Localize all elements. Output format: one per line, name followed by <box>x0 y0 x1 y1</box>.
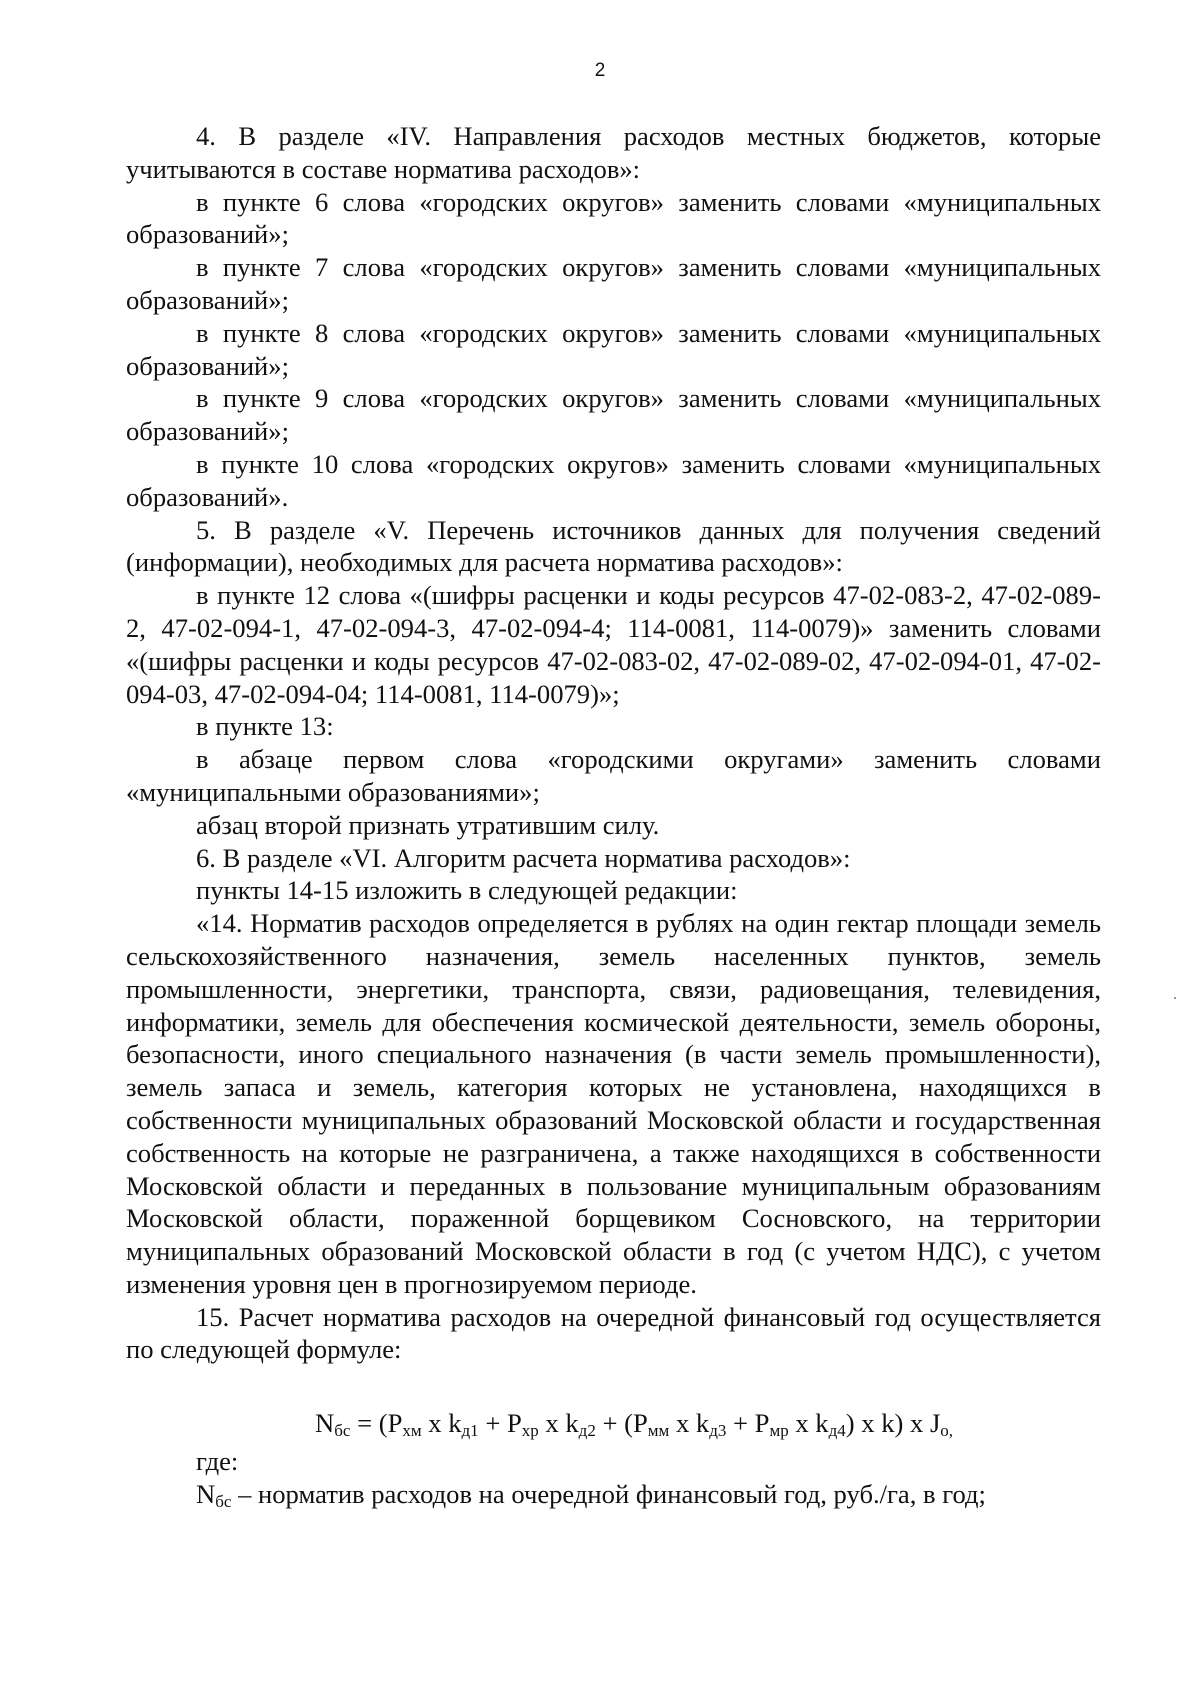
definition-text: – норматив расходов на очередной финансовый год, руб./га, в год; <box>231 1479 986 1510</box>
formula-part: x k <box>788 1408 829 1439</box>
formula-subscript: хр <box>521 1421 539 1441</box>
formula-subscript: д3 <box>709 1421 727 1441</box>
formula <box>126 1366 1101 1445</box>
paragraph: 15. Расчет норматива расходов на очередной финансовый год осуществляется по следующей формуле: <box>126 1301 1101 1365</box>
paragraph: абзац второй признать утратившим силу. <box>196 809 660 840</box>
paragraph: в пункте 7 слова «городских округов» заменить словами «муниципальных образований»; <box>126 252 1101 315</box>
paragraph: в пункте 6 слова «городских округов» заменить словами «муниципальных образований»; <box>126 186 1101 250</box>
formula-part: + P <box>726 1408 770 1439</box>
definition-line <box>126 1478 1101 1511</box>
formula-subscript: мр <box>769 1421 789 1441</box>
document-body <box>126 120 1101 1511</box>
formula-subscript: бс <box>334 1421 351 1441</box>
formula-subscript: хм <box>402 1421 422 1441</box>
where-label: где: <box>196 1446 239 1477</box>
formula-subscript: д2 <box>578 1421 596 1441</box>
paragraph: в пункте 9 слова «городских округов» заменить словами «муниципальных образований»; <box>126 383 1101 447</box>
paragraph: в пункте 8 слова «городских округов» заменить словами «муниципальных образований»; <box>126 317 1101 381</box>
page-number: 2 <box>594 60 606 81</box>
formula-part: + P <box>478 1408 522 1439</box>
formula-subscript: д4 <box>828 1421 846 1441</box>
paragraph: в абзаце первом слова «городскими округами» заменить словами «муниципальными образованиями»; <box>126 744 1101 807</box>
formula-part: x k <box>421 1408 462 1439</box>
formula-part: x k <box>538 1408 579 1439</box>
paragraph: в пункте 10 слова «городских округов» заменить словами «муниципальных образований». <box>126 448 1101 512</box>
paragraph: 4. В разделе «IV. Направления расходов местных бюджетов, которые учитываются в составе норматива расходов»: <box>126 121 1101 184</box>
scan-speck <box>1174 997 1176 999</box>
paragraph: «14. Норматив расходов определяется в рублях на один гектар площади земель сельскохозяйственного назначения, земель населенных пунктов, земель промышленности, энергетики, транспорта, связи, радиовещания, телевидения, информатики, земель для обеспечения космической деятельности, земель обороны, безопасности, иного специального назначения (в части земель промышленности), земель запаса и земель, категория которых не установлена, находящихся в собственности муниципальных образований Московской области и государственная собственность на которые не разграничена, а также находящихся в собственности Московской области и переданных в пользование муниципальным образованиям Московской области, пораженной борщевиком Сосновского, на территории муниципальных образований Московской области в год (с учетом НДС), с учетом изменения уровня цен в прогнозируемом периоде. <box>126 908 1101 1299</box>
paragraph: в пункте 12 слова «(шифры расценки и коды ресурсов 47-02-083-2, 47-02-089-2, 47-02-094-1, 47-02-094-3, 47-02-094-4; 114-0081, 114-0079)» заменить словами «(шифры расценки и коды ресурсов 47-02-083-02, 47-02-089-02, 47-02-094-01, 47-02-094-03, 47-02-094-04; 114-0081, 114-0079)»; <box>126 580 1101 709</box>
formula-part: x k <box>669 1408 710 1439</box>
formula-subscript: д1 <box>461 1421 479 1441</box>
formula-subscript: мм <box>647 1421 670 1441</box>
definition-symbol-subscript: бс <box>215 1492 232 1512</box>
formula-part: + (P <box>595 1408 648 1439</box>
formula-part: ) x k) x J <box>845 1408 941 1439</box>
paragraph: 6. В разделе «VI. Алгоритм расчета норматива расходов»: <box>196 842 851 873</box>
paragraph: пункты 14-15 изложить в следующей редакции: <box>196 875 738 906</box>
paragraph: в пункте 13: <box>196 711 334 742</box>
formula-subscript: о, <box>940 1421 954 1441</box>
paragraph: 5. В разделе «V. Перечень источников данных для получения сведений (информации), необходимых для расчета норматива расходов»: <box>126 514 1101 578</box>
formula-part: = (P <box>350 1408 403 1439</box>
formula-part: N <box>315 1408 335 1439</box>
definition-symbol: N <box>196 1479 216 1510</box>
